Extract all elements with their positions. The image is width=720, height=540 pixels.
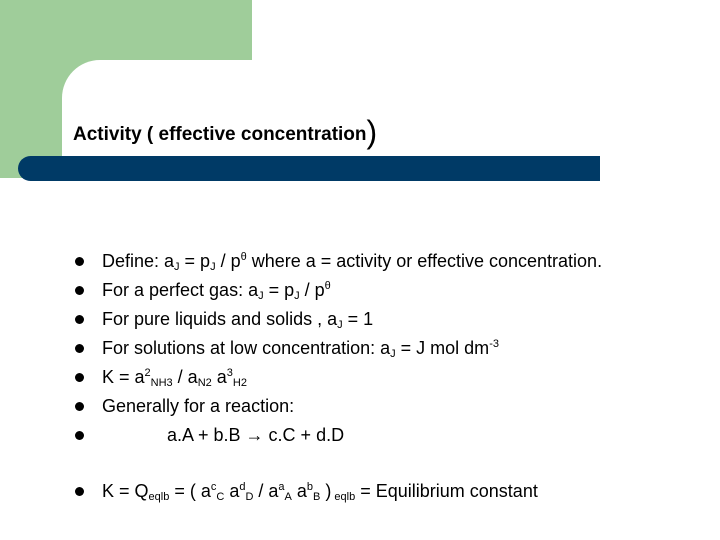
- bullet-line-k-expression: [102, 366, 247, 388]
- text-a: a: [224, 481, 240, 501]
- sub-j: J: [294, 290, 300, 302]
- text-eq-p: = p: [179, 251, 211, 271]
- text-slash-p: / p: [215, 251, 241, 271]
- text-reaction: a.A + b.B → c.C + d.D: [167, 425, 345, 445]
- sup-d: d: [239, 481, 246, 493]
- sub-d: D: [245, 491, 254, 503]
- sub-n2: N2: [197, 377, 212, 389]
- bullet-dot: [75, 431, 84, 440]
- bullet-dot: [75, 344, 84, 353]
- sub-j: J: [210, 261, 216, 273]
- bullet-line-solutions: [102, 337, 499, 359]
- text-perfect-gas: For a perfect gas: a: [102, 280, 259, 300]
- text-slash-a: / a: [253, 481, 279, 501]
- title-text: Activity ( effective concentration: [73, 124, 367, 145]
- bullet-line-define: [102, 250, 602, 272]
- text-define: Define: a: [102, 251, 175, 271]
- sub-j: J: [258, 290, 264, 302]
- text-a: a: [291, 481, 307, 501]
- sup-3: 3: [226, 367, 233, 379]
- sup-minus-three: -3: [489, 338, 499, 350]
- bullet-dot: [75, 286, 84, 295]
- text-mol-dm: = J mol dm: [395, 338, 490, 358]
- text-pure-liquids: For pure liquids and solids , a: [102, 309, 338, 329]
- sup-theta: θ: [324, 280, 331, 292]
- sup-b: b: [306, 481, 314, 493]
- bullet-line-k-q: [102, 480, 538, 502]
- bullet-dot: [75, 373, 84, 382]
- sub-j: J: [337, 319, 343, 331]
- text-equals-one: = 1: [342, 309, 374, 329]
- bullet-dot: [75, 315, 84, 324]
- sup-a: a: [278, 481, 285, 493]
- text-k-eq-q: K = Q: [102, 481, 149, 501]
- bullet-line-reaction: [167, 424, 344, 446]
- text-slash-a: / a: [172, 367, 198, 387]
- text-equilibrium-constant: = Equilibrium constant: [355, 481, 538, 501]
- text-open-a: = ( a: [169, 481, 211, 501]
- text-solutions: For solutions at low concentration: a: [102, 338, 391, 358]
- text-k-eq-a: K = a: [102, 367, 145, 387]
- sub-j: J: [174, 261, 180, 273]
- sup-theta: θ: [240, 251, 247, 263]
- text-define-rest: where a = activity or effective concentration.: [246, 251, 603, 271]
- bullet-dot: [75, 402, 84, 411]
- bullet-line-generally: [102, 395, 294, 417]
- sub-eqlb: eqlb: [331, 491, 356, 503]
- sub-nh3: NH3: [150, 377, 173, 389]
- text-a: a: [211, 367, 227, 387]
- sub-h2: H2: [232, 377, 247, 389]
- text-slash-p: / p: [299, 280, 325, 300]
- slide-title: [73, 111, 377, 148]
- sub-eqlb: eqlb: [148, 491, 170, 503]
- sub-b: B: [313, 491, 321, 503]
- title-close-paren: ): [366, 114, 378, 150]
- sup-c: c: [210, 481, 217, 493]
- bullet-dot: [75, 257, 84, 266]
- bullet-dot: [75, 487, 84, 496]
- sup-2: 2: [144, 367, 151, 379]
- text-generally: Generally for a reaction:: [102, 396, 295, 416]
- bullet-line-pure-liquids: [102, 308, 373, 330]
- text-eq-p: = p: [263, 280, 295, 300]
- bullet-line-perfect-gas: [102, 279, 331, 301]
- title-underline-bar: [18, 156, 600, 181]
- text-close-paren: ): [320, 481, 332, 501]
- sub-c: C: [216, 491, 225, 503]
- sub-j: J: [390, 348, 396, 360]
- sub-a: A: [284, 491, 292, 503]
